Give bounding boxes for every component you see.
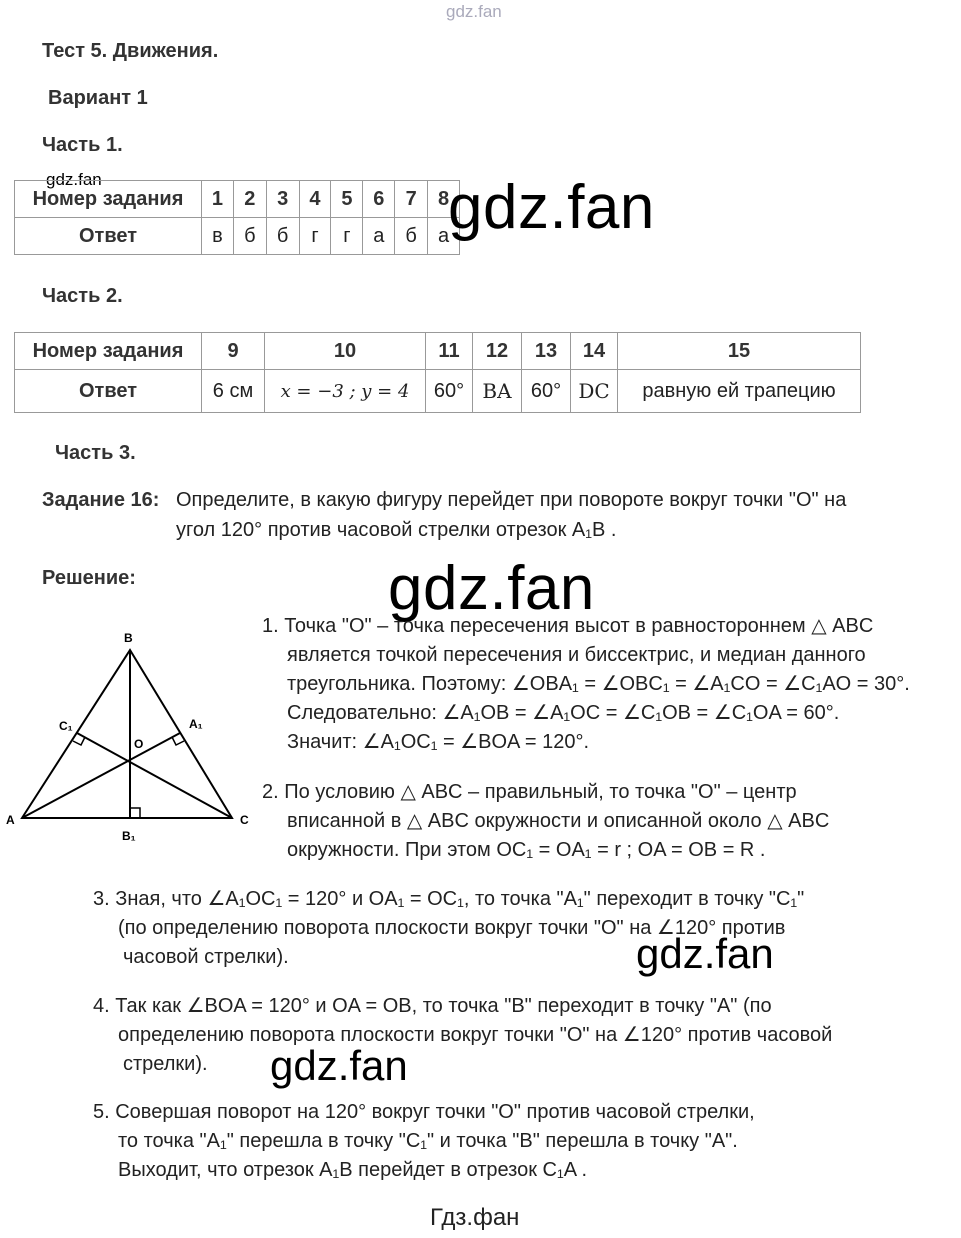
answer-cell: 6 см — [202, 370, 265, 413]
part2-label: Часть 2. — [42, 285, 123, 307]
right-angle-mark — [130, 808, 140, 818]
step-4 — [93, 992, 832, 1079]
part1-table — [14, 180, 460, 255]
answer-cell: а — [428, 218, 460, 255]
step-line: стрелки). — [123, 1053, 208, 1075]
step-line: то точка "A₁" перешла в точку "C₁" и точка "B" перешла в точку "A". — [118, 1130, 738, 1152]
step-line: часовой стрелки). — [123, 946, 289, 968]
task-number: 2 — [233, 181, 266, 218]
answer-cell: 60° — [426, 370, 473, 413]
label-o: O — [134, 737, 144, 751]
part3-label: Часть 3. — [55, 442, 136, 464]
answer-cell: BA — [473, 370, 522, 413]
answer-cell: б — [266, 218, 299, 255]
step-2 — [262, 778, 829, 865]
task-number: 11 — [426, 333, 473, 370]
right-angle-mark — [73, 737, 85, 745]
footer-label: Гдз.фан — [430, 1204, 520, 1231]
answer-cell: DC — [571, 370, 618, 413]
step-line: определению поворота плоскости вокруг точки "О" на ∠120° против часовой — [118, 1024, 833, 1046]
task-number: 12 — [473, 333, 522, 370]
watermark-3: gdz.fan — [636, 930, 774, 977]
task-number: 5 — [331, 181, 363, 218]
step-line: (по определению поворота плоскости вокруг точки "О" на ∠120° против — [118, 917, 786, 939]
label-b1: B₁ — [122, 829, 136, 843]
row-header-task: Номер задания — [15, 333, 202, 370]
step-line: окружности. При этом OC₁ = OA₁ = r ; OA = OB = R . — [287, 839, 766, 861]
step-line: Следовательно: ∠A₁OB = ∠A₁OC = ∠C₁OB = ∠C₁OA = 60°. — [287, 702, 840, 724]
part2-table — [14, 332, 861, 413]
answer-cell: в — [202, 218, 234, 255]
task16-label: Задание 16: — [42, 489, 160, 511]
answer-cell: г — [331, 218, 363, 255]
label-b: B — [124, 631, 133, 645]
step-line: 1. Точка "О" – точка пересечения высот в равностороннем △ ABC — [262, 615, 874, 637]
triangle-figure — [0, 620, 262, 850]
part1-label: Часть 1. — [42, 134, 123, 156]
answer-cell: 60° — [522, 370, 571, 413]
task-number: 6 — [363, 181, 395, 218]
label-c1: C₁ — [59, 719, 73, 733]
top-watermark: gdz.fan — [446, 2, 502, 21]
task-number: 13 — [522, 333, 571, 370]
step-line: 5. Совершая поворот на 120° вокруг точки "O" против часовой стрелки, — [93, 1101, 755, 1123]
step-line: 3. Зная, что ∠A₁OC₁ = 120° и OA₁ = OC₁, то точка "A₁" переходит в точку "C₁" — [93, 888, 805, 910]
step-line: Выходит, что отрезок A₁B перейдет в отрезок C₁A . — [118, 1159, 588, 1181]
step-5 — [93, 1098, 755, 1185]
answer-cell: x = −3 ; y = 4 — [265, 370, 426, 413]
step-line: 2. По условию △ ABC – правильный, то точка "O" – центр — [262, 781, 797, 803]
answer-cell: г — [299, 218, 331, 255]
task-number: 10 — [265, 333, 426, 370]
step-line: вписанной в △ ABC окружности и описанной около △ ABC — [287, 810, 830, 832]
page-title: Тест 5. Движения. — [42, 40, 219, 62]
triangle-abc — [22, 650, 232, 818]
step-line: треугольника. Поэтому: ∠OBA₁ = ∠OBC₁ = ∠A₁CO = ∠C₁AO = 30°. — [287, 673, 910, 695]
answer-cell: равную ей трапецию — [618, 370, 861, 413]
right-angle-mark — [172, 737, 184, 745]
row-header-answer: Ответ — [15, 370, 202, 413]
answer-cell: б — [233, 218, 266, 255]
task-number: 15 — [618, 333, 861, 370]
task-number: 7 — [395, 181, 428, 218]
task-number: 9 — [202, 333, 265, 370]
task-number: 4 — [299, 181, 331, 218]
variant-label: Вариант 1 — [48, 87, 148, 109]
task-number: 14 — [571, 333, 618, 370]
watermark-1: gdz.fan — [448, 173, 655, 242]
task-number: 3 — [266, 181, 299, 218]
step-1 — [262, 612, 910, 757]
answer-cell: б — [395, 218, 428, 255]
row-header-task: Номер задания — [15, 181, 202, 218]
answer-cell: а — [363, 218, 395, 255]
task-number: 8 — [428, 181, 460, 218]
watermark-2: gdz.fan — [388, 554, 595, 623]
label-c: C — [240, 813, 249, 827]
step-line: 4. Так как ∠BOA = 120° и OA = OB, то точка "B" переходит в точку "A" (по — [93, 995, 772, 1017]
row-header-answer: Ответ — [15, 218, 202, 255]
task-number: 1 — [202, 181, 234, 218]
solution-label: Решение: — [42, 567, 136, 589]
watermark-4: gdz.fan — [270, 1042, 408, 1089]
step-line: Значит: ∠A₁OC₁ = ∠BOA = 120°. — [287, 731, 590, 753]
task16-line1: Определите, в какую фигуру перейдет при повороте вокруг точки "О" на — [176, 489, 847, 511]
label-a: A — [6, 813, 15, 827]
task16-line2: угол 120° против часовой стрелки отрезок A₁B . — [176, 519, 617, 541]
label-a1: A₁ — [189, 717, 203, 731]
table-watermark: gdz.fan — [46, 170, 102, 189]
step-line: является точкой пересечения и биссектрис, и медиан данного — [287, 644, 866, 666]
